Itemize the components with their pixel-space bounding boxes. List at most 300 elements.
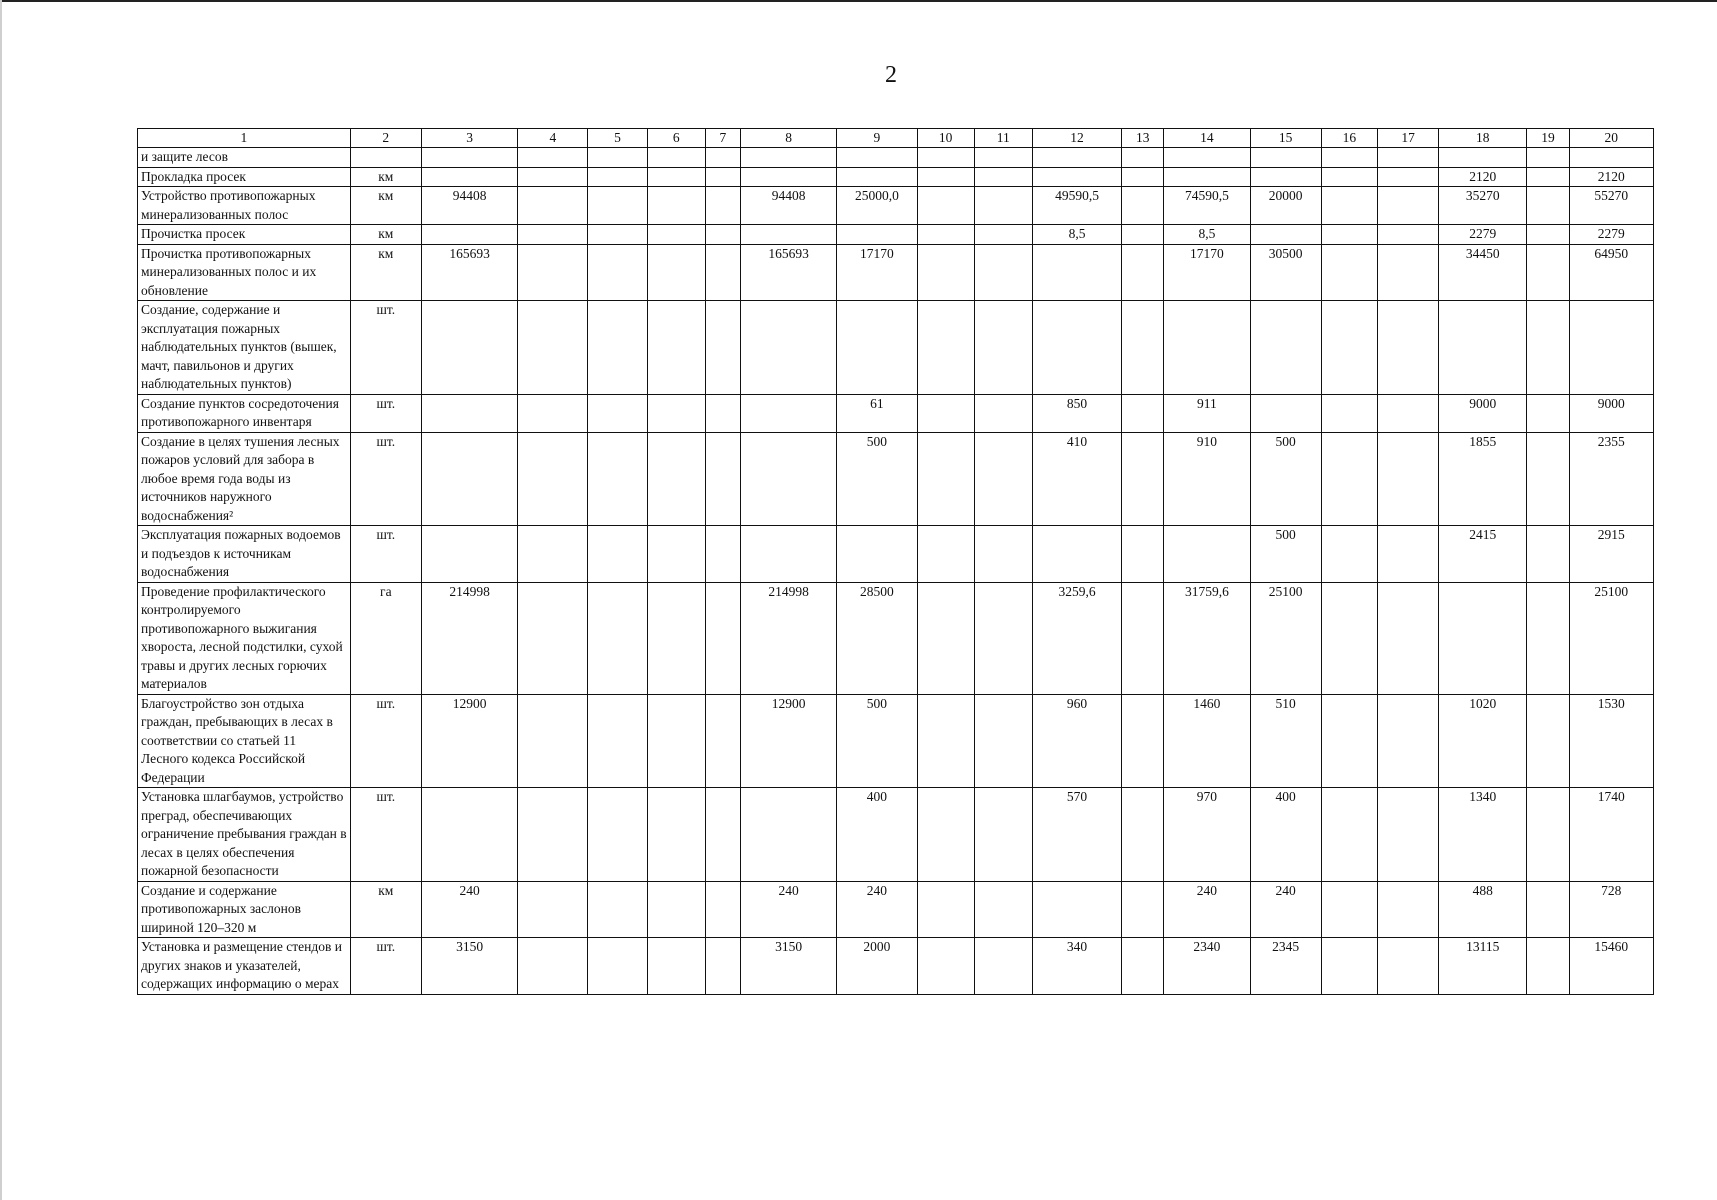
row-value-col-12: 3259,6 xyxy=(1032,582,1121,694)
row-value-col-19 xyxy=(1527,225,1569,245)
row-value-col-13 xyxy=(1122,694,1164,788)
row-activity-name: Устройство противопожарных минерализованных полос xyxy=(138,187,351,225)
page-number: 2 xyxy=(885,62,897,88)
row-value-col-3 xyxy=(421,526,517,583)
row-value-col-13 xyxy=(1122,148,1164,168)
row-value-col-5 xyxy=(588,432,647,526)
table-row xyxy=(138,167,1654,187)
row-value-col-16 xyxy=(1321,582,1377,694)
row-value-col-4 xyxy=(518,582,588,694)
row-value-col-9 xyxy=(837,301,917,395)
row-value-col-14: 31759,6 xyxy=(1164,582,1250,694)
row-value-col-16 xyxy=(1321,225,1377,245)
row-activity-name: Прочистка противопожарных минерализованных полос и их обновление xyxy=(138,244,351,301)
row-value-col-11 xyxy=(974,694,1032,788)
table-row xyxy=(138,526,1654,583)
row-value-col-20: 25100 xyxy=(1569,582,1653,694)
column-header-13: 13 xyxy=(1122,129,1164,148)
row-value-col-8: 3150 xyxy=(740,938,836,995)
row-value-col-3: 214998 xyxy=(421,582,517,694)
row-value-col-20: 1740 xyxy=(1569,788,1653,882)
row-value-col-17 xyxy=(1377,394,1438,432)
row-value-col-3 xyxy=(421,225,517,245)
column-header-3: 3 xyxy=(421,129,517,148)
row-value-col-14: 910 xyxy=(1164,432,1250,526)
row-value-col-11 xyxy=(974,526,1032,583)
table-row xyxy=(138,432,1654,526)
column-header-5: 5 xyxy=(588,129,647,148)
row-value-col-3: 240 xyxy=(421,881,517,938)
row-value-col-9 xyxy=(837,148,917,168)
row-unit-cell xyxy=(350,148,421,168)
row-value-col-5 xyxy=(588,225,647,245)
row-value-col-20: 728 xyxy=(1569,881,1653,938)
row-value-col-4 xyxy=(518,148,588,168)
row-value-col-12 xyxy=(1032,881,1121,938)
row-value-col-13 xyxy=(1122,187,1164,225)
row-value-col-16 xyxy=(1321,148,1377,168)
row-value-col-20: 2120 xyxy=(1569,167,1653,187)
table-row xyxy=(138,694,1654,788)
row-value-col-20: 9000 xyxy=(1569,394,1653,432)
row-value-col-9: 17170 xyxy=(837,244,917,301)
column-header-12: 12 xyxy=(1032,129,1121,148)
row-value-col-9: 61 xyxy=(837,394,917,432)
row-value-col-13 xyxy=(1122,582,1164,694)
row-value-col-10 xyxy=(917,225,974,245)
row-value-col-5 xyxy=(588,582,647,694)
table-row xyxy=(138,148,1654,168)
row-value-col-8 xyxy=(740,432,836,526)
row-value-col-18: 488 xyxy=(1439,881,1527,938)
row-value-col-17 xyxy=(1377,148,1438,168)
row-value-col-20: 2355 xyxy=(1569,432,1653,526)
row-value-col-5 xyxy=(588,148,647,168)
row-value-col-18 xyxy=(1439,582,1527,694)
row-value-col-18: 9000 xyxy=(1439,394,1527,432)
row-value-col-18: 2279 xyxy=(1439,225,1527,245)
column-header-20: 20 xyxy=(1569,129,1653,148)
row-value-col-14: 2340 xyxy=(1164,938,1250,995)
row-unit-cell: км xyxy=(350,881,421,938)
row-value-col-8 xyxy=(740,788,836,882)
column-header-4: 4 xyxy=(518,129,588,148)
row-value-col-16 xyxy=(1321,788,1377,882)
row-unit-cell: км xyxy=(350,244,421,301)
row-activity-name: Эксплуатация пожарных водоемов и подъездов к источникам водоснабжения xyxy=(138,526,351,583)
row-value-col-8 xyxy=(740,526,836,583)
row-value-col-15: 400 xyxy=(1250,788,1321,882)
row-value-col-10 xyxy=(917,187,974,225)
row-value-col-13 xyxy=(1122,394,1164,432)
row-value-col-9: 28500 xyxy=(837,582,917,694)
column-header-16: 16 xyxy=(1321,129,1377,148)
row-value-col-17 xyxy=(1377,582,1438,694)
row-value-col-3: 165693 xyxy=(421,244,517,301)
row-value-col-19 xyxy=(1527,167,1569,187)
row-value-col-19 xyxy=(1527,148,1569,168)
row-activity-name: и защите лесов xyxy=(138,148,351,168)
row-value-col-12 xyxy=(1032,244,1121,301)
row-value-col-14: 17170 xyxy=(1164,244,1250,301)
row-value-col-10 xyxy=(917,582,974,694)
row-value-col-3: 94408 xyxy=(421,187,517,225)
row-value-col-5 xyxy=(588,881,647,938)
row-value-col-4 xyxy=(518,244,588,301)
row-value-col-12: 49590,5 xyxy=(1032,187,1121,225)
page-left-edge xyxy=(0,0,2,1200)
row-value-col-10 xyxy=(917,788,974,882)
row-value-col-7 xyxy=(705,301,740,395)
row-value-col-9: 500 xyxy=(837,694,917,788)
row-value-col-9: 400 xyxy=(837,788,917,882)
row-value-col-10 xyxy=(917,167,974,187)
row-value-col-20: 64950 xyxy=(1569,244,1653,301)
row-value-col-20 xyxy=(1569,301,1653,395)
row-value-col-19 xyxy=(1527,938,1569,995)
row-value-col-13 xyxy=(1122,938,1164,995)
row-value-col-15 xyxy=(1250,301,1321,395)
row-value-col-14: 240 xyxy=(1164,881,1250,938)
row-value-col-6 xyxy=(647,582,705,694)
row-activity-name: Создание и содержание противопожарных заслонов шириной 120–320 м xyxy=(138,881,351,938)
row-value-col-18: 1340 xyxy=(1439,788,1527,882)
row-value-col-16 xyxy=(1321,526,1377,583)
column-header-6: 6 xyxy=(647,129,705,148)
row-value-col-16 xyxy=(1321,301,1377,395)
row-value-col-11 xyxy=(974,244,1032,301)
row-value-col-6 xyxy=(647,167,705,187)
column-header-11: 11 xyxy=(974,129,1032,148)
table-container xyxy=(137,128,1654,995)
row-value-col-17 xyxy=(1377,225,1438,245)
row-value-col-10 xyxy=(917,694,974,788)
row-value-col-11 xyxy=(974,788,1032,882)
row-value-col-14 xyxy=(1164,167,1250,187)
row-value-col-14 xyxy=(1164,301,1250,395)
row-value-col-11 xyxy=(974,394,1032,432)
row-value-col-19 xyxy=(1527,694,1569,788)
row-value-col-15: 25100 xyxy=(1250,582,1321,694)
row-value-col-4 xyxy=(518,301,588,395)
row-value-col-4 xyxy=(518,394,588,432)
row-value-col-19 xyxy=(1527,244,1569,301)
row-value-col-3 xyxy=(421,394,517,432)
row-value-col-16 xyxy=(1321,394,1377,432)
row-value-col-18: 1020 xyxy=(1439,694,1527,788)
row-value-col-8: 214998 xyxy=(740,582,836,694)
row-value-col-6 xyxy=(647,301,705,395)
row-value-col-7 xyxy=(705,187,740,225)
row-value-col-20: 55270 xyxy=(1569,187,1653,225)
row-value-col-14: 911 xyxy=(1164,394,1250,432)
table-row xyxy=(138,187,1654,225)
row-activity-name: Создание в целях тушения лесных пожаров условий для забора в любое время года воды из источников наружного водоснабжения² xyxy=(138,432,351,526)
row-value-col-6 xyxy=(647,187,705,225)
row-value-col-10 xyxy=(917,244,974,301)
row-value-col-9: 25000,0 xyxy=(837,187,917,225)
row-value-col-3: 12900 xyxy=(421,694,517,788)
row-unit-cell: шт. xyxy=(350,788,421,882)
row-value-col-10 xyxy=(917,881,974,938)
row-value-col-5 xyxy=(588,187,647,225)
row-value-col-19 xyxy=(1527,301,1569,395)
row-value-col-16 xyxy=(1321,187,1377,225)
row-value-col-19 xyxy=(1527,881,1569,938)
column-header-2: 2 xyxy=(350,129,421,148)
row-unit-cell: шт. xyxy=(350,394,421,432)
row-value-col-4 xyxy=(518,938,588,995)
row-value-col-7 xyxy=(705,148,740,168)
row-activity-name: Благоустройство зон отдыха граждан, пребывающих в лесах в соответствии со статьей 11 Лесного кодекса Российской Федерации xyxy=(138,694,351,788)
row-activity-name: Создание пунктов сосредоточения противопожарного инвентаря xyxy=(138,394,351,432)
row-value-col-6 xyxy=(647,881,705,938)
row-value-col-15 xyxy=(1250,394,1321,432)
row-value-col-11 xyxy=(974,582,1032,694)
row-value-col-8: 94408 xyxy=(740,187,836,225)
row-value-col-10 xyxy=(917,526,974,583)
row-value-col-17 xyxy=(1377,694,1438,788)
row-value-col-7 xyxy=(705,582,740,694)
row-value-col-7 xyxy=(705,225,740,245)
row-value-col-7 xyxy=(705,526,740,583)
data-table xyxy=(137,128,1654,995)
row-value-col-4 xyxy=(518,187,588,225)
row-value-col-4 xyxy=(518,881,588,938)
row-value-col-8: 240 xyxy=(740,881,836,938)
row-value-col-5 xyxy=(588,526,647,583)
row-value-col-15 xyxy=(1250,148,1321,168)
row-value-col-12: 8,5 xyxy=(1032,225,1121,245)
row-value-col-14 xyxy=(1164,148,1250,168)
row-value-col-19 xyxy=(1527,788,1569,882)
page-top-edge xyxy=(0,0,1717,2)
row-value-col-11 xyxy=(974,187,1032,225)
row-value-col-10 xyxy=(917,432,974,526)
row-value-col-8 xyxy=(740,148,836,168)
row-value-col-17 xyxy=(1377,432,1438,526)
row-value-col-18 xyxy=(1439,301,1527,395)
row-activity-name: Прочистка просек xyxy=(138,225,351,245)
row-value-col-12 xyxy=(1032,148,1121,168)
row-value-col-7 xyxy=(705,432,740,526)
row-value-col-13 xyxy=(1122,881,1164,938)
row-activity-name: Прокладка просек xyxy=(138,167,351,187)
column-header-17: 17 xyxy=(1377,129,1438,148)
row-value-col-17 xyxy=(1377,244,1438,301)
row-unit-cell: км xyxy=(350,167,421,187)
row-value-col-13 xyxy=(1122,788,1164,882)
row-activity-name: Установка и размещение стендов и других знаков и указателей, содержащих информацию о мерах xyxy=(138,938,351,995)
row-value-col-17 xyxy=(1377,938,1438,995)
row-value-col-15: 2345 xyxy=(1250,938,1321,995)
row-value-col-17 xyxy=(1377,526,1438,583)
row-value-col-10 xyxy=(917,938,974,995)
row-value-col-19 xyxy=(1527,582,1569,694)
row-value-col-17 xyxy=(1377,301,1438,395)
row-value-col-9: 240 xyxy=(837,881,917,938)
row-value-col-17 xyxy=(1377,187,1438,225)
row-value-col-16 xyxy=(1321,432,1377,526)
row-value-col-7 xyxy=(705,394,740,432)
row-value-col-11 xyxy=(974,938,1032,995)
column-header-15: 15 xyxy=(1250,129,1321,148)
column-header-18: 18 xyxy=(1439,129,1527,148)
row-value-col-18: 34450 xyxy=(1439,244,1527,301)
row-value-col-4 xyxy=(518,788,588,882)
row-value-col-5 xyxy=(588,167,647,187)
row-value-col-5 xyxy=(588,244,647,301)
row-value-col-4 xyxy=(518,694,588,788)
row-value-col-19 xyxy=(1527,187,1569,225)
column-header-10: 10 xyxy=(917,129,974,148)
table-row xyxy=(138,301,1654,395)
row-value-col-8 xyxy=(740,225,836,245)
row-value-col-12: 570 xyxy=(1032,788,1121,882)
row-value-col-10 xyxy=(917,148,974,168)
row-value-col-13 xyxy=(1122,244,1164,301)
row-value-col-5 xyxy=(588,938,647,995)
row-value-col-7 xyxy=(705,167,740,187)
row-value-col-13 xyxy=(1122,432,1164,526)
row-value-col-17 xyxy=(1377,788,1438,882)
table-row xyxy=(138,394,1654,432)
row-value-col-7 xyxy=(705,881,740,938)
table-header-row xyxy=(138,129,1654,148)
row-value-col-6 xyxy=(647,788,705,882)
row-value-col-15: 500 xyxy=(1250,432,1321,526)
row-value-col-18: 13115 xyxy=(1439,938,1527,995)
table-row xyxy=(138,881,1654,938)
row-value-col-4 xyxy=(518,167,588,187)
row-value-col-9 xyxy=(837,225,917,245)
row-value-col-14: 970 xyxy=(1164,788,1250,882)
row-value-col-16 xyxy=(1321,694,1377,788)
row-value-col-11 xyxy=(974,301,1032,395)
row-value-col-16 xyxy=(1321,244,1377,301)
row-value-col-5 xyxy=(588,694,647,788)
row-value-col-7 xyxy=(705,938,740,995)
row-unit-cell: шт. xyxy=(350,694,421,788)
row-value-col-16 xyxy=(1321,881,1377,938)
row-unit-cell: шт. xyxy=(350,526,421,583)
row-value-col-8 xyxy=(740,167,836,187)
row-value-col-8: 165693 xyxy=(740,244,836,301)
row-value-col-15: 20000 xyxy=(1250,187,1321,225)
row-unit-cell: шт. xyxy=(350,301,421,395)
table-row xyxy=(138,582,1654,694)
row-value-col-15: 30500 xyxy=(1250,244,1321,301)
row-value-col-10 xyxy=(917,394,974,432)
row-unit-cell: га xyxy=(350,582,421,694)
row-value-col-18: 1855 xyxy=(1439,432,1527,526)
column-header-8: 8 xyxy=(740,129,836,148)
row-value-col-11 xyxy=(974,167,1032,187)
row-value-col-4 xyxy=(518,432,588,526)
row-activity-name: Установка шлагбаумов, устройство преград, обеспечивающих ограничение пребывания граждан в лесах в целях обеспечения пожарной безопасности xyxy=(138,788,351,882)
row-value-col-7 xyxy=(705,788,740,882)
row-value-col-18 xyxy=(1439,148,1527,168)
row-activity-name: Создание, содержание и эксплуатация пожарных наблюдательных пунктов (вышек, мачт, павильонов и других наблюдательных пунктов) xyxy=(138,301,351,395)
row-value-col-12: 850 xyxy=(1032,394,1121,432)
row-value-col-12 xyxy=(1032,167,1121,187)
row-value-col-15 xyxy=(1250,225,1321,245)
row-value-col-19 xyxy=(1527,432,1569,526)
column-header-7: 7 xyxy=(705,129,740,148)
row-value-col-6 xyxy=(647,526,705,583)
row-value-col-7 xyxy=(705,694,740,788)
row-value-col-6 xyxy=(647,394,705,432)
row-value-col-12 xyxy=(1032,301,1121,395)
row-value-col-3: 3150 xyxy=(421,938,517,995)
row-value-col-20: 15460 xyxy=(1569,938,1653,995)
row-activity-name: Проведение профилактического контролируемого противопожарного выжигания хвороста, лесной подстилки, сухой травы и других лесных горючих материалов xyxy=(138,582,351,694)
row-value-col-3 xyxy=(421,432,517,526)
row-value-col-3 xyxy=(421,167,517,187)
row-value-col-13 xyxy=(1122,167,1164,187)
row-value-col-19 xyxy=(1527,526,1569,583)
row-value-col-16 xyxy=(1321,938,1377,995)
row-value-col-13 xyxy=(1122,225,1164,245)
row-value-col-6 xyxy=(647,148,705,168)
row-value-col-6 xyxy=(647,225,705,245)
row-value-col-15: 240 xyxy=(1250,881,1321,938)
row-value-col-13 xyxy=(1122,526,1164,583)
row-value-col-20: 2915 xyxy=(1569,526,1653,583)
row-value-col-14: 74590,5 xyxy=(1164,187,1250,225)
row-value-col-4 xyxy=(518,526,588,583)
row-value-col-14 xyxy=(1164,526,1250,583)
row-value-col-11 xyxy=(974,881,1032,938)
row-value-col-12: 340 xyxy=(1032,938,1121,995)
row-value-col-11 xyxy=(974,148,1032,168)
row-value-col-3 xyxy=(421,148,517,168)
row-value-col-20 xyxy=(1569,148,1653,168)
row-value-col-8: 12900 xyxy=(740,694,836,788)
row-value-col-12: 410 xyxy=(1032,432,1121,526)
row-value-col-16 xyxy=(1321,167,1377,187)
table-row xyxy=(138,938,1654,995)
row-value-col-20: 2279 xyxy=(1569,225,1653,245)
column-header-9: 9 xyxy=(837,129,917,148)
row-value-col-11 xyxy=(974,225,1032,245)
row-value-col-6 xyxy=(647,938,705,995)
row-value-col-11 xyxy=(974,432,1032,526)
row-value-col-15: 510 xyxy=(1250,694,1321,788)
row-value-col-4 xyxy=(518,225,588,245)
row-value-col-12: 960 xyxy=(1032,694,1121,788)
row-value-col-12 xyxy=(1032,526,1121,583)
column-header-1: 1 xyxy=(138,129,351,148)
table-row xyxy=(138,225,1654,245)
row-value-col-8 xyxy=(740,301,836,395)
row-value-col-3 xyxy=(421,301,517,395)
row-value-col-8 xyxy=(740,394,836,432)
row-value-col-19 xyxy=(1527,394,1569,432)
row-value-col-6 xyxy=(647,432,705,526)
row-value-col-6 xyxy=(647,694,705,788)
row-value-col-5 xyxy=(588,394,647,432)
row-value-col-7 xyxy=(705,244,740,301)
row-unit-cell: шт. xyxy=(350,432,421,526)
row-value-col-13 xyxy=(1122,301,1164,395)
row-value-col-10 xyxy=(917,301,974,395)
row-value-col-18: 35270 xyxy=(1439,187,1527,225)
row-value-col-9: 2000 xyxy=(837,938,917,995)
table-body xyxy=(138,148,1654,995)
row-unit-cell: км xyxy=(350,187,421,225)
row-value-col-15 xyxy=(1250,167,1321,187)
